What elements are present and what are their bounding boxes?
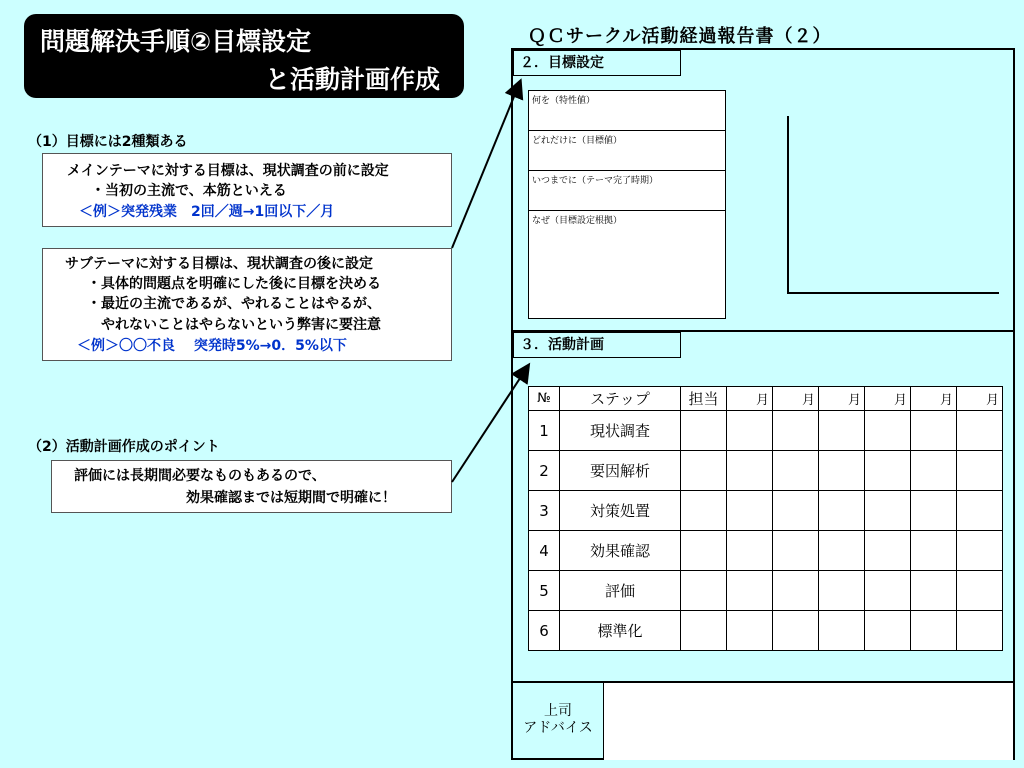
sub-theme-line1: サブテーマに対する目標は、現状調査の後に設定	[65, 256, 373, 272]
slide-title-line1: 問題解決手順②目標設定	[40, 27, 312, 56]
section2-heading: （2）活動計画作成のポイント	[28, 439, 220, 455]
sub-theme-line2: ・具体的問題点を明確にした後に目標を決める	[87, 276, 381, 292]
row-step: 評価	[560, 571, 681, 611]
row-no: 4	[529, 531, 560, 571]
arrow-to-plan-section	[452, 366, 528, 482]
advice-label-line1: 上司	[544, 703, 572, 719]
header-month: 月	[727, 387, 773, 411]
goal-section-label: ２．目標設定	[513, 50, 681, 76]
header-step: ステップ	[560, 387, 681, 411]
row-step: 対策処置	[560, 491, 681, 531]
row-step: 現状調査	[560, 411, 681, 451]
main-theme-example: ＜例＞突発残業 2回／週→1回以下／月	[79, 204, 335, 220]
row-no: 5	[529, 571, 560, 611]
plan-point-line2: 効果確認までは短期間で明確に！	[186, 490, 396, 506]
row-step: 効果確認	[560, 531, 681, 571]
sub-theme-line4: やれないことはやらないという弊害に要注意	[101, 317, 381, 333]
slide-title-line2: と活動計画作成	[264, 65, 440, 94]
sub-theme-example: ＜例＞〇〇不良 突発時5%→0．5%以下	[77, 338, 347, 354]
report-title: ＱＣサークル活動経過報告書（２）	[528, 26, 832, 47]
header-owner: 担当	[681, 387, 727, 411]
arrow-to-goal-section	[452, 82, 520, 248]
row-no: 3	[529, 491, 560, 531]
row-no: 1	[529, 411, 560, 451]
header-month: 月	[773, 387, 819, 411]
advice-label-line2: アドバイス	[523, 720, 593, 736]
sub-theme-line3: ・最近の主流であるが、やれることはやるが、	[87, 296, 381, 312]
section1-heading: （1）目標には2種類ある	[28, 134, 188, 150]
header-no: №	[529, 387, 560, 411]
goal-row-what: 何を（特性値）	[529, 91, 725, 131]
header-month: 月	[865, 387, 911, 411]
header-month: 月	[911, 387, 957, 411]
goal-row-how-much: どれだけに（目標値）	[529, 131, 725, 171]
main-theme-line1: メインテーマに対する目標は、現状調査の前に設定	[67, 163, 389, 179]
row-step: 標準化	[560, 611, 681, 651]
main-theme-line2: ・当初の主流で、本筋といえる	[91, 183, 287, 199]
header-month: 月	[957, 387, 1003, 411]
row-no: 6	[529, 611, 560, 651]
header-month: 月	[819, 387, 865, 411]
row-no: 2	[529, 451, 560, 491]
plan-point-line1: 評価には長期間必要なものもあるので、	[74, 468, 326, 484]
row-step: 要因解析	[560, 451, 681, 491]
goal-row-why: なぜ（目標設定根拠）	[532, 216, 623, 226]
goal-row-by-when: いつまでに（テーマ完了時期）	[529, 171, 725, 211]
plan-section-label: ３．活動計画	[513, 332, 681, 358]
